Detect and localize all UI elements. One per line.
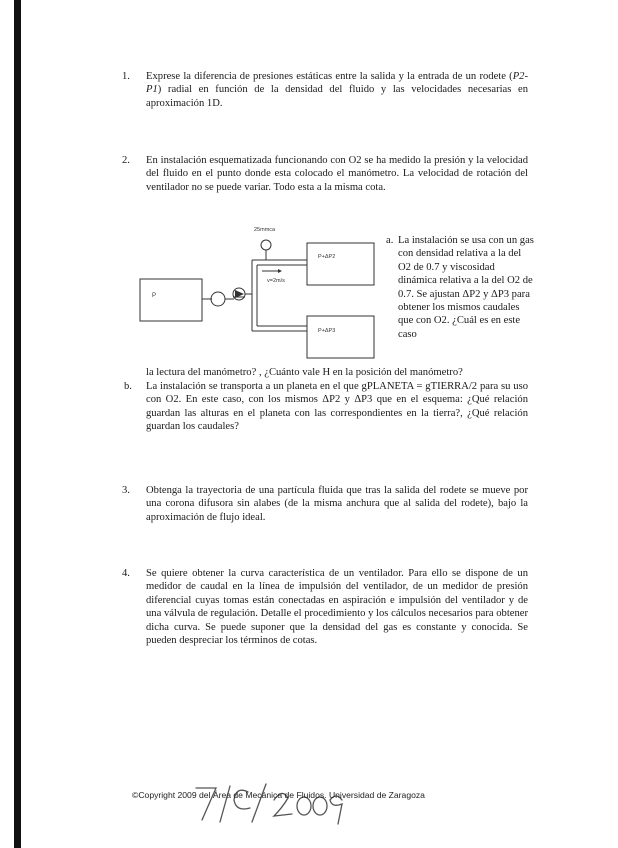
question-3-number: 3.: [122, 485, 130, 496]
question-2-text: En instalación esquematizada funcionando con O2 se ha medido la presión y la velocidad del fluido en el punto donde esta colocado el manómetro. La velocidad de rotación del ventilador no se puede variar. Todo esta a la misma cota.: [146, 155, 528, 193]
velocity-label: v=2m/s: [267, 278, 285, 284]
subquestion-b-label: b.: [124, 381, 132, 392]
lower-tank: [307, 316, 374, 358]
left-tank-label: P: [152, 293, 157, 299]
question-1-formula: P2-P1: [146, 71, 528, 96]
handwritten-date: [190, 778, 350, 826]
binding-edge: [14, 0, 21, 848]
question-4-number: 4.: [122, 568, 130, 579]
lower-tank-label: P+ΔP3: [318, 328, 336, 334]
fan-left-circle: [211, 292, 225, 306]
question-4-text: Se quiere obtener la curva característica de un ventilador. Para ello se dispone de un medidor de caudal en la línea de impulsión del ventilador, de un medidor de presión diferencial cuyas tomas están conectadas en aspiración e impulsión del ventilador y de una válvula de regulación. Detalle el procedimiento y los cálculos necesarios para obtener dicha curva. Se puede suponer que la densidad del gas es constante y conocida. Se pueden despreciar los términos de cotas.: [146, 568, 528, 647]
question-3-text: Obtenga la trayectoria de una partícula fluida que tras la salida del rodete se mueve por una corona difusora sin alabes (de la misma anchura que al salida del rodete), bajo la aproximación de flujo ideal.: [146, 485, 528, 523]
upper-tank: [307, 243, 374, 285]
question-1-text: [146, 70, 528, 110]
question-2-number: 2.: [122, 155, 130, 166]
subquestion-a-label: a.: [386, 235, 394, 246]
subquestion-a-text: La instalación se usa con un gas con densidad relativa a la del O2 de 0.7 y viscosidad dinámica relativa a la del O2 de 0.7. Se ajustan ΔP2 y ΔP3 para obtener los mismos caudales que con O2. ¿Cuál es en este caso: [398, 235, 534, 340]
gauge-label: 25mmca: [254, 227, 276, 233]
question-1-text-pre: Exprese la diferencia de presiones estáticas entre la salida y la entrada de un rodete (: [146, 71, 513, 82]
manometer-icon: [261, 240, 271, 250]
upper-tank-label: P+ΔP2: [318, 254, 336, 260]
installation-diagram: [132, 218, 382, 363]
subquestion-b-text: La instalación se transporta a un planeta en el que gPLANETA = gTIERRA/2 para su uso con O2. En este caso, con los mismos ΔP2 y ΔP3 que en el esquema: ¿Qué relación guardan las alturas en el planeta con las correspondientes en la tierra?, ¿Qué relación guardan los caudales?: [146, 381, 528, 433]
left-tank: [140, 279, 202, 321]
question-1-text-post: ) radial en función de la densidad del fluido y las velocidades necesarias en aproximación 1D.: [146, 84, 528, 109]
subquestion-a-continuation: la lectura del manómetro? , ¿Cuánto vale H en la posición del manómetro?: [146, 367, 463, 378]
question-1-number: 1.: [122, 71, 130, 82]
copyright-footer: ©Copyright 2009 del Área de Mecánica de Fluidos. Universidad de Zaragoza: [132, 790, 425, 800]
